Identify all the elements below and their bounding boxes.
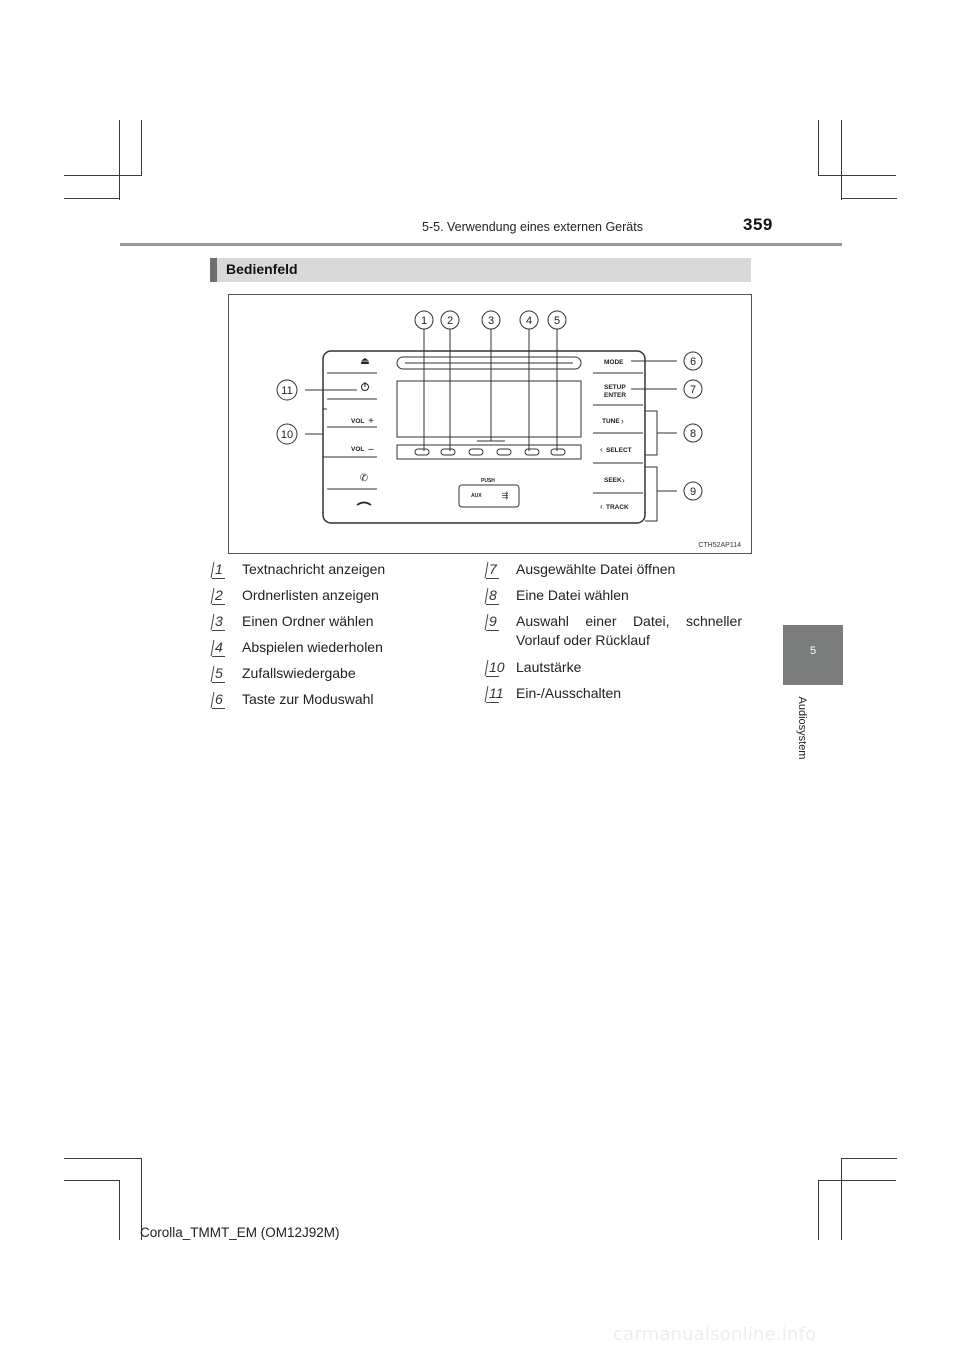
footer-document-code: Corolla_TMMT_EM (OM12J92M) [140, 1225, 340, 1240]
phone-pickup-icon: ✆ [359, 473, 369, 484]
running-header-section: 5-5. Verwendung eines externen Geräts [422, 220, 643, 234]
aux-label: AUX [471, 493, 482, 499]
track-label: TRACK [606, 504, 629, 511]
control-panel-illustration [229, 295, 751, 553]
vol-plus-label: VOL [351, 418, 365, 425]
push-label: PUSH [481, 478, 495, 484]
svg-text:6: 6 [689, 356, 697, 368]
svg-text:1: 1 [420, 315, 428, 327]
legend-left: 1 Textnachricht anzeigen 2 Ordnerlisten anzeigen 3 Einen Ordner wählen 4 Abspielen wiederholen 5 Zufallswiedergabe 6 Taste zur Moduswahl [212, 560, 462, 710]
minus-icon: – [368, 444, 374, 455]
mode-label: MODE [604, 359, 624, 366]
chapter-label: Audiosystem [796, 696, 808, 760]
eject-icon: ⏏ [360, 356, 370, 367]
section-title-bar [210, 258, 751, 282]
chevron-left-icon: ‹ [600, 502, 603, 511]
select-label: SELECT [606, 447, 632, 454]
setup-label: SETUP [604, 384, 626, 391]
svg-text:11: 11 [281, 385, 293, 397]
svg-text:10: 10 [280, 429, 294, 441]
plus-icon: + [368, 416, 374, 427]
page-number: 359 [743, 215, 773, 234]
svg-text:5: 5 [553, 315, 561, 327]
chapter-number: 5 [809, 645, 817, 657]
chapter-tab[interactable] [783, 625, 843, 685]
usb-icon: ⇶ [501, 491, 509, 500]
svg-text:2: 2 [446, 315, 454, 327]
control-panel-figure [228, 294, 752, 554]
chevron-right-icon: › [622, 476, 625, 485]
section-title-accent [210, 258, 217, 282]
section-title: Bedienfeld [226, 261, 298, 277]
vol-minus-label: VOL [351, 446, 365, 453]
svg-text:9: 9 [689, 486, 697, 498]
figure-code: CTH52AP114 [698, 542, 741, 549]
svg-text:8: 8 [689, 428, 697, 440]
preset-button-row [397, 445, 581, 459]
svg-text:4: 4 [525, 315, 533, 327]
display-area [397, 381, 581, 437]
aux-usb-port [459, 485, 519, 507]
legend-right: 7 Ausgewählte Datei öffnen 8 Eine Datei wählen 9 Auswahl einer Datei, schneller Vorlauf oder Rücklauf 10 Lautstärke 11 Ein-/Ausschalten [486, 560, 746, 710]
seek-label: SEEK [604, 477, 622, 484]
tune-label: TUNE [602, 418, 620, 425]
header-rule [120, 243, 842, 246]
chevron-right-icon: › [621, 417, 624, 426]
chevron-left-icon: ‹ [600, 445, 603, 454]
svg-text:3: 3 [487, 315, 495, 327]
enter-label: ENTER [604, 392, 627, 399]
watermark: carmanualsonline.info [613, 1324, 817, 1345]
svg-text:7: 7 [689, 384, 697, 396]
